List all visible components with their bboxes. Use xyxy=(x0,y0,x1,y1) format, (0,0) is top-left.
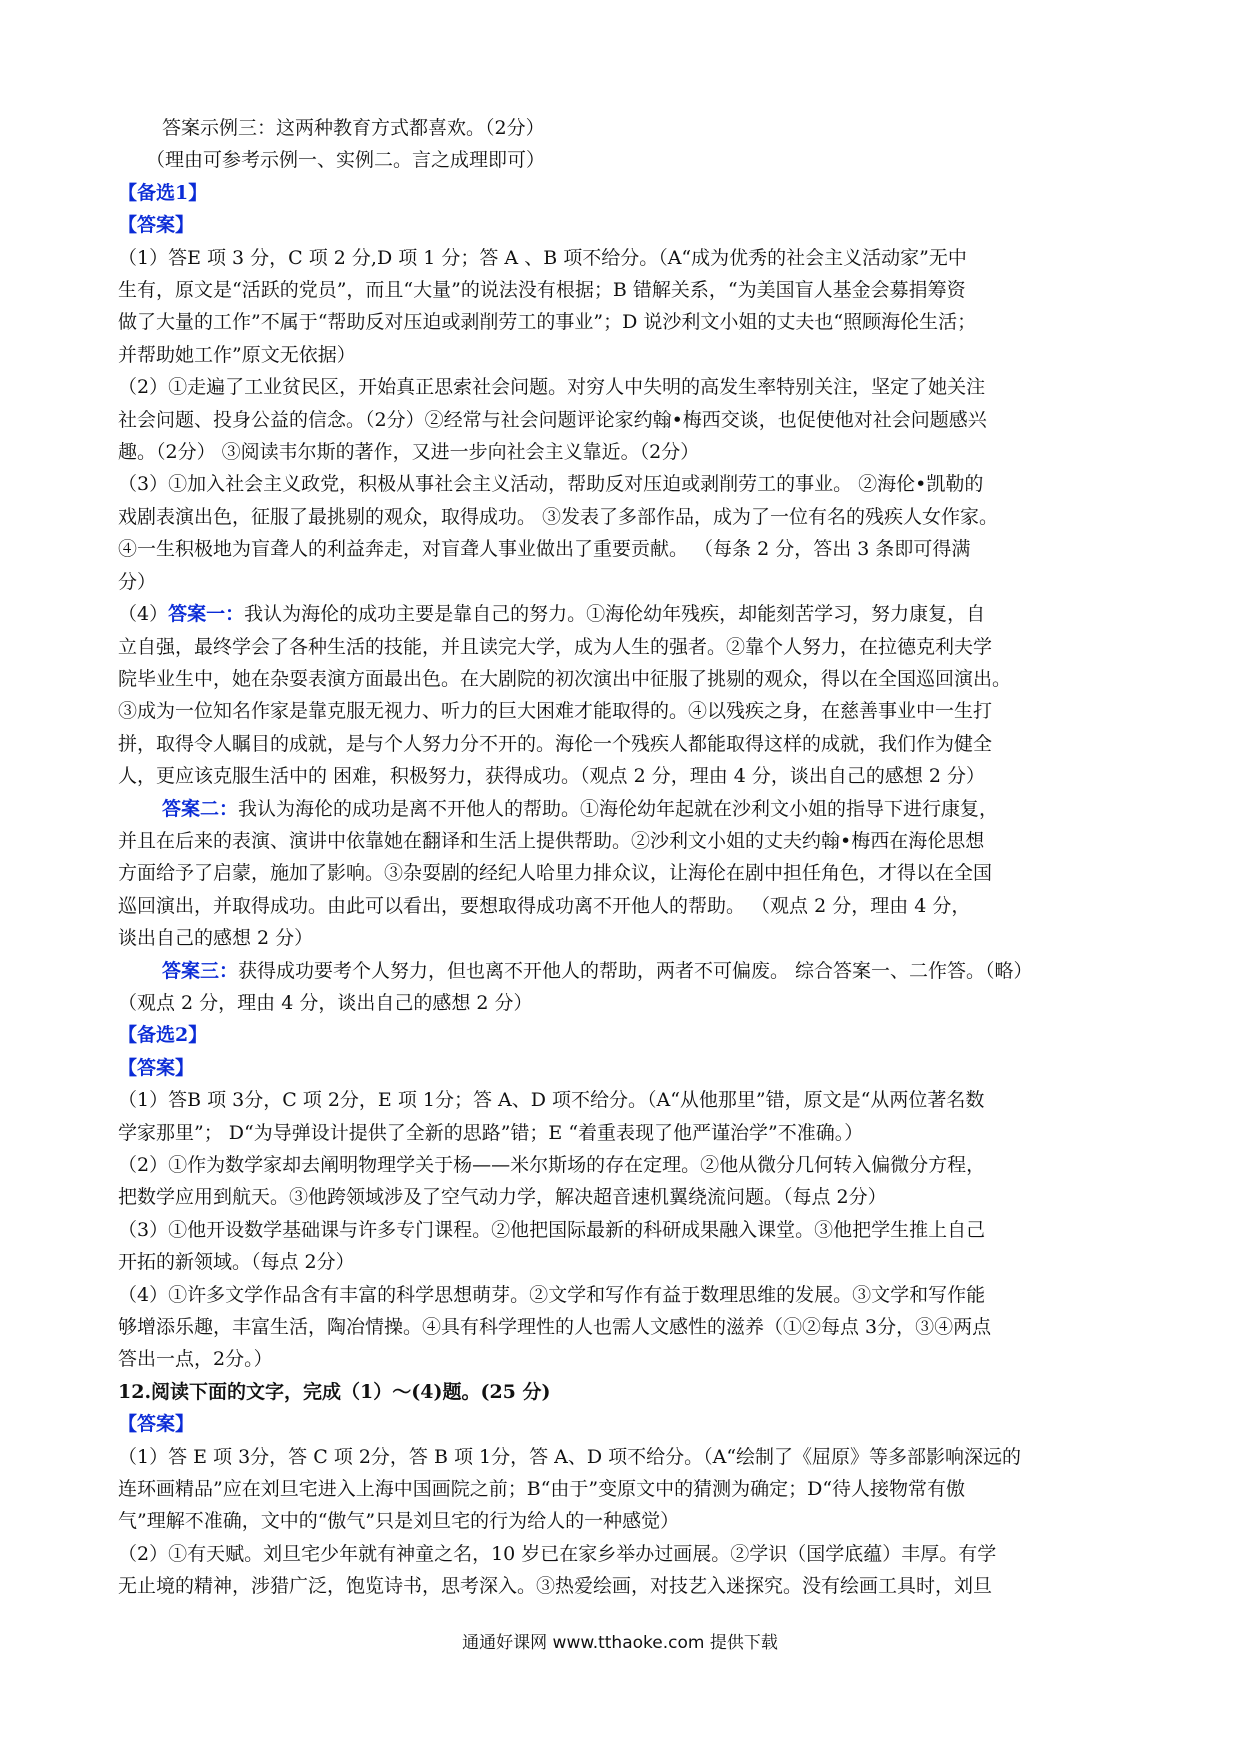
line-text: 趣。（2分） ③阅读韦尔斯的著作，又进一步向社会主义靠近。（2分） xyxy=(118,441,700,464)
text-line xyxy=(118,209,1128,241)
text-line xyxy=(118,857,1128,889)
line-text: 【备选2】 xyxy=(118,1024,208,1047)
text-line xyxy=(118,695,1128,727)
text-line xyxy=(118,501,1128,533)
line-text: 做了大量的工作”不属于“帮助反对压迫或剥削劳工的事业”；D 说沙利文小姐的丈夫也“照顾海伦生活； xyxy=(118,311,977,334)
line-text: （2）①走遍了工业贫民区，开始真正思索社会问题。对穷人中失明的高发生率特别关注，坚定了她关注 xyxy=(118,376,986,399)
text-line xyxy=(118,663,1128,695)
line-text: 巡回演出，并取得成功。由此可以看出，要想取得成功离不开他人的帮助。 （观点 2 分，理由 4 分， xyxy=(118,894,971,917)
line-text: 谈出自己的感想 2 分） xyxy=(118,927,314,950)
line-text: 并帮助她工作”原文无依据） xyxy=(118,343,356,366)
text-line xyxy=(118,1149,1128,1181)
line-text: 社会问题、投身公益的信念。（2分）②经常与社会问题评论家约翰•梅西交谈，也促使他对社会问题感兴 xyxy=(118,408,987,431)
line-text: 并且在后来的表演、演讲中依靠她在翻译和生活上提供帮助。②沙利文小姐的丈夫约翰•梅西在海伦思想 xyxy=(118,829,985,852)
line-text: （3）①他开设数学基础课与许多专门课程。②他把国际最新的科研成果融入课堂。③他把学生推上自己 xyxy=(118,1218,986,1241)
line-text: 无止境的精神，涉猎广泛，饱览诗书，思考深入。③热爱绘画，对技艺入迷探究。没有绘画工具时，刘旦 xyxy=(118,1575,993,1598)
line-text: ③成为一位知名作家是靠克服无视力、听力的巨大困难才能取得的。④以残疾之身，在慈善事业中一生打 xyxy=(118,700,993,723)
text-line xyxy=(118,955,1128,987)
text-line xyxy=(118,1311,1128,1343)
text-line xyxy=(118,1019,1128,1051)
text-line xyxy=(118,890,1128,922)
line-text: 连环画精品”应在刘旦宅进入上海中国画院之前；B“由于”变原文中的猜测为确定；D“待人接物常有傲 xyxy=(118,1478,966,1501)
line-text: 拼，取得令人瞩目的成就，是与个人努力分不开的。海伦一个残疾人都能取得这样的成就，我们作为健全 xyxy=(118,732,993,755)
line-text: 把数学应用到航天。③他跨领域涉及了空气动力学，解决超音速机翼绕流问题。（每点 2分） xyxy=(118,1186,887,1209)
text-line xyxy=(118,1052,1128,1084)
text-line xyxy=(118,242,1128,274)
line-text: 我认为海伦的成功是离不开他人的帮助。①海伦幼年起就在沙利文小姐的指导下进行康复， xyxy=(238,797,999,820)
line-text: 开拓的新领域。（每点 2分） xyxy=(118,1251,355,1274)
text-line xyxy=(118,468,1128,500)
text-line xyxy=(118,631,1128,663)
text-line xyxy=(118,987,1128,1019)
line-text: 答案示例三：这两种教育方式都喜欢。（2分） xyxy=(162,117,545,139)
text-line xyxy=(118,793,1128,825)
page-footer: 通通好课网 www.tthaoke.com 提供下载 xyxy=(462,1633,778,1653)
text-line xyxy=(118,1570,1128,1602)
text-line xyxy=(118,339,1128,371)
text-line xyxy=(118,371,1128,403)
text-line xyxy=(118,533,1128,565)
line-text: 我认为海伦的成功主要是靠自己的努力。①海伦幼年残疾，却能刻苦学习，努力康复，自 xyxy=(244,603,986,626)
text-line xyxy=(118,1408,1128,1440)
text-line xyxy=(118,1117,1128,1149)
line-text: 【备选1】 xyxy=(118,181,208,204)
text-line xyxy=(118,1538,1128,1570)
line-text: （1）答B 项 3分，C 项 2分，E 项 1分；答 A、D 项不给分。（A“从他那里”错，原文是“从两位著名数 xyxy=(118,1089,985,1112)
text-line xyxy=(118,728,1128,760)
line-text: 12.阅读下面的文字，完成（1）～(4)题。(25 分) xyxy=(118,1380,551,1403)
line-text: 【答案】 xyxy=(118,1056,195,1079)
document-body xyxy=(118,112,1128,1603)
text-line xyxy=(118,112,1128,144)
line-text: （理由可参考示例一、实例二。言之成理即可） xyxy=(146,149,546,172)
text-line xyxy=(118,1505,1128,1537)
line-text: 学家那里”； D“为导弹设计提供了全新的思路”错；E “着重表现了他严谨治学”不准确。） xyxy=(118,1121,864,1144)
text-line xyxy=(118,306,1128,338)
line-text: 立自强，最终学会了各种生活的技能，并且读完大学，成为人生的强者。②靠个人努力，在拉德克利夫学 xyxy=(118,635,993,658)
line-text: ④一生积极地为盲聋人的利益奔走，对盲聋人事业做出了重要贡献。 （每条 2 分，答出 3 条即可得满 xyxy=(118,538,971,561)
line-text: 获得成功要考个人努力，但也离不开他人的帮助，两者不可偏废。 综合答案一、二作答。（略） xyxy=(238,959,1033,982)
line-text: （3）①加入社会主义政党，积极从事社会主义活动，帮助反对压迫或剥削劳工的事业。 ②海伦•凯勒的 xyxy=(118,473,984,496)
text-line xyxy=(118,598,1128,630)
line-text: 够增添乐趣，丰富生活，陶冶情操。④具有科学理性的人也需人文感性的滋养（①②每点 3分，③④两点 xyxy=(118,1316,992,1339)
line-text: （2）①作为数学家却去阐明物理学关于杨——米尔斯场的存在定理。②他从微分几何转入偏微分方程， xyxy=(118,1154,986,1176)
answer-label: 答案一： xyxy=(168,603,245,626)
text-line xyxy=(118,436,1128,468)
line-text: 【答案】 xyxy=(118,1413,195,1436)
text-line xyxy=(118,1246,1128,1278)
line-text: （2）①有天赋。刘旦宅少年就有神童之名，10 岁已在家乡举办过画展。②学识（国学底蕴）丰厚。有学 xyxy=(118,1542,997,1565)
text-line xyxy=(118,1473,1128,1505)
line-text: 生有，原文是“活跃的党员”，而且“大量”的说法没有根据；B 错解关系，“为美国盲人基金会募捐筹资 xyxy=(118,279,966,302)
line-text: （1）答 E 项 3分，答 C 项 2分，答 B 项 1分，答 A、D 项不给分。（A“绘制了《屈原》等多部影响深远的 xyxy=(118,1445,1022,1468)
text-line xyxy=(118,825,1128,857)
text-line xyxy=(118,404,1128,436)
line-text: （1）答E 项 3 分，C 项 2 分,D 项 1 分；答 A 、B 项不给分。（A“成为优秀的社会主义活动家”无中 xyxy=(118,246,967,269)
text-line xyxy=(118,922,1128,954)
text-line xyxy=(118,144,1128,176)
text-line xyxy=(118,1343,1128,1375)
answer-label: 答案三： xyxy=(162,959,239,982)
text-line xyxy=(118,1279,1128,1311)
line-text: 【答案】 xyxy=(118,214,195,237)
text-line xyxy=(118,1181,1128,1213)
line-text: 人，更应该克服生活中的 困难，积极努力，获得成功。（观点 2 分，理由 4 分，谈出自己的感想 2 分） xyxy=(118,765,986,788)
text-line xyxy=(118,1376,1128,1408)
line-text: （观点 2 分，理由 4 分，谈出自己的感想 2 分） xyxy=(118,991,533,1014)
line-text: 气”理解不准确，文中的“傲气”只是刘旦宅的行为给人的一种感觉） xyxy=(118,1510,680,1533)
line-text: 方面给予了启蒙，施加了影响。③杂耍剧的经纪人哈里力排众议，让海伦在剧中担任角色，才得以在全国 xyxy=(118,862,993,885)
text-line xyxy=(118,177,1128,209)
line-text: 答出一点，2分。） xyxy=(118,1348,273,1371)
line-text: 院毕业生中，她在杂耍表演方面最出色。在大剧院的初次演出中征服了挑剔的观众，得以在全国巡回演出。 xyxy=(118,667,1012,690)
line-text: （4）①许多文学作品含有丰富的科学思想萌芽。②文学和写作有益于数理思维的发展。③文学和写作能 xyxy=(118,1283,986,1306)
text-line xyxy=(118,1084,1128,1116)
line-prefix: （4） xyxy=(118,603,169,626)
text-line xyxy=(118,566,1128,598)
text-line xyxy=(118,274,1128,306)
text-line xyxy=(118,1441,1128,1473)
line-text: 戏剧表演出色，征服了最挑剔的观众，取得成功。 ③发表了多部作品，成为了一位有名的残疾人女作家。 xyxy=(118,505,999,528)
line-text: 分） xyxy=(118,570,157,593)
answer-label: 答案二： xyxy=(162,797,239,820)
text-line xyxy=(118,1214,1128,1246)
text-line xyxy=(118,760,1128,792)
